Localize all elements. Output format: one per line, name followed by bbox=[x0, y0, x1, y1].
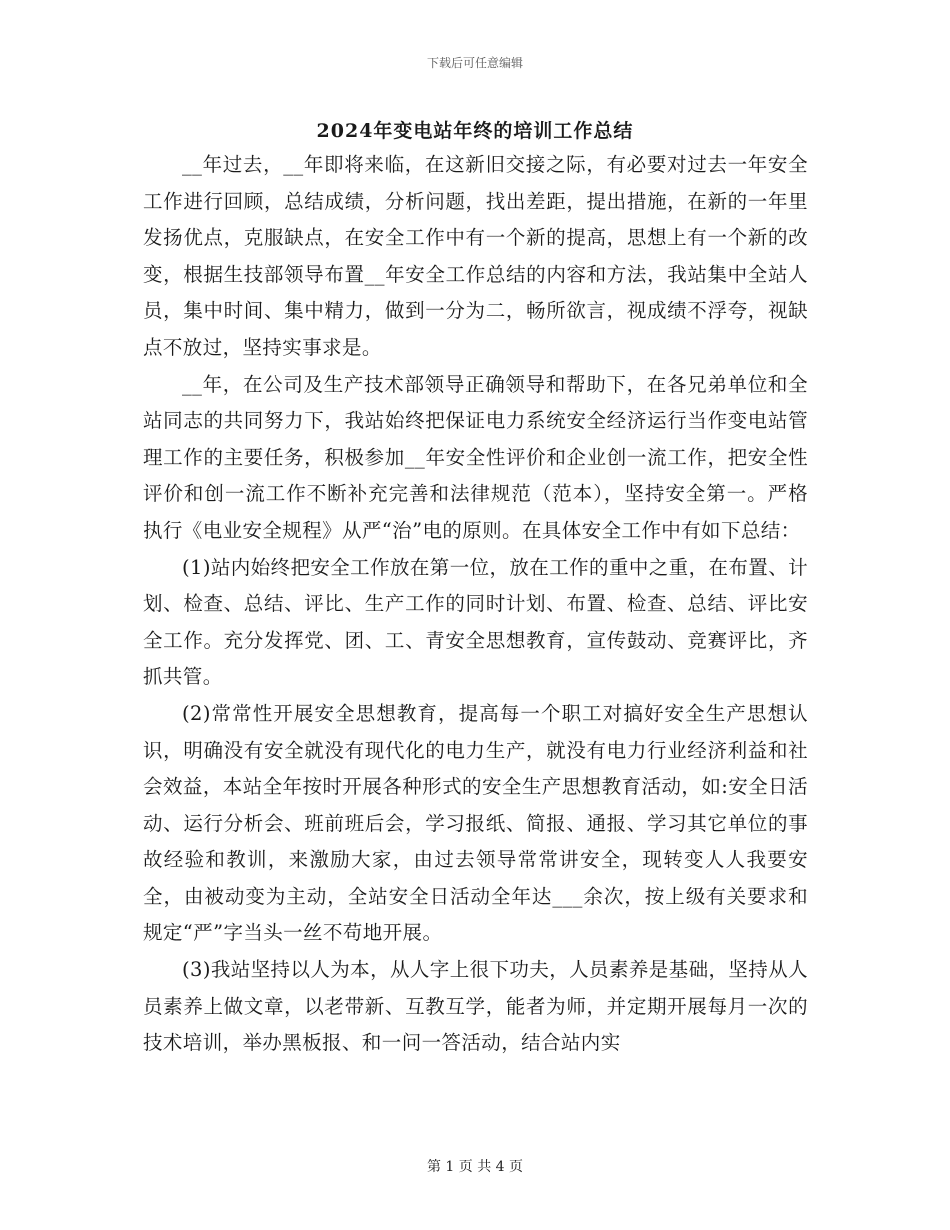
paragraph-summary: __年，在公司及生产技术部领导正确领导和帮助下，在各兄弟单位和全站同志的共同努力下，我站始终把保证电力系统安全经济运行当作变电站管理工作的主要任务，积极参加__年安全性评价和企业创一流工作，把安全性评价和创一流工作不断补充完善和法律规范（范本），坚持安全第一。严格执行《电业安全规程》从严“治”电的原则。在具体安全工作中有如下总结： bbox=[143, 372, 808, 542]
paragraph-intro: __年过去，__年即将来临，在这新旧交接之际，有必要对过去一年安全工作进行回顾，总结成绩，分析问题，找出差距，提出措施，在新的一年里发扬优点，克服缺点，在安全工作中有一个新的提高，思想上有一个新的改变，根据生技部领导布置__年安全工作总结的内容和方法，我站集中全站人员，集中时间、集中精力，做到一分为二，畅所欲言，视成绩不浮夸，视缺点不放过，坚持实事求是。 bbox=[143, 153, 808, 359]
document-body bbox=[143, 147, 808, 1062]
paragraph-item-1: (1)站内始终把安全工作放在第一位，放在工作的重中之重，在布置、计划、检查、总结、评比、生产工作的同时计划、布置、检查、总结、评比安全工作。充分发挥党、团、工、青安全思想教育，宣传鼓动、竞赛评比，齐抓共管。 bbox=[143, 555, 808, 689]
document-title: 2024年变电站年终的培训工作总结 bbox=[316, 120, 634, 142]
paragraph-item-3: (3)我站坚持以人为本，从人字上很下功夫，人员素养是基础，坚持从人员素养上做文章，以老带新、互教互学，能者为师，并定期开展每月一次的技术培训，举办黑板报、和一问一答活动，结合站内实 bbox=[143, 958, 808, 1055]
header-note: 下载后可任意编辑 bbox=[426, 56, 523, 70]
page-footer: 第 1 页 共 4 页 bbox=[426, 1159, 524, 1175]
paragraph-item-2: (2)常常性开展安全思想教育，提高每一个职工对搞好安全生产思想认识，明确没有安全就没有现代化的电力生产，就没有电力行业经济利益和社会效益，本站全年按时开展各种形式的安全生产思想教育活动，如:安全日活动、运行分析会、班前班后会，学习报纸、简报、通报、学习其它单位的事故经验和教训，来激励大家，由过去领导常常讲安全，现转变人人我要安全，由被动变为主动，全站安全日活动全年达___余次，按上级有关要求和规定“严”字当头一丝不苟地开展。 bbox=[143, 701, 808, 945]
